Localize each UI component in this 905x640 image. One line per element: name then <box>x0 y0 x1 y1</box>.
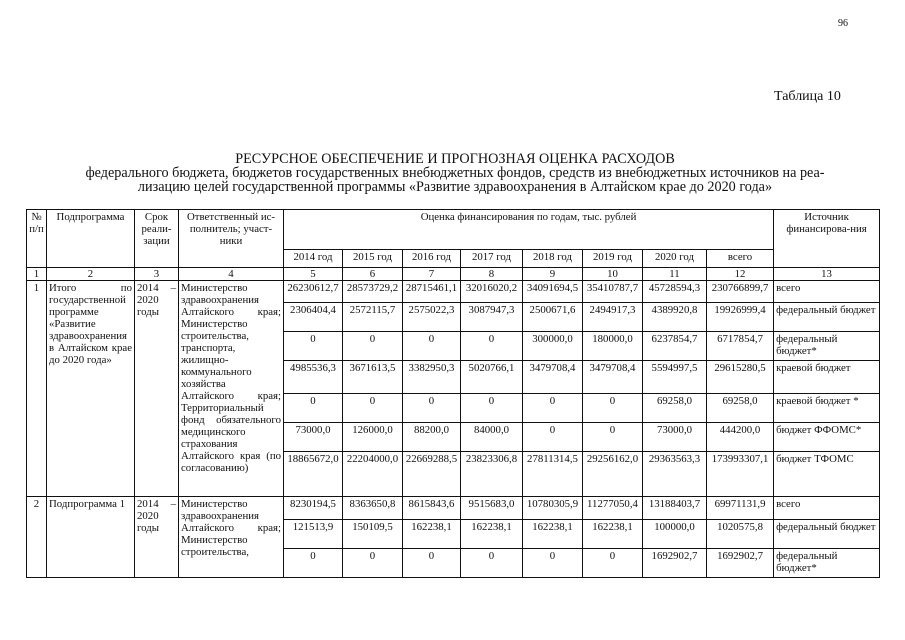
year-value: 10780305,9 <box>523 497 583 520</box>
year-value: 0 <box>461 332 523 361</box>
total-value: 1692902,7 <box>707 549 774 578</box>
table-label: Таблица 10 <box>774 89 841 104</box>
header-year-4: 2017 год <box>461 250 523 268</box>
row-subprogram: Итого по государственной программе «Развитие здравоохранения в Алтайском крае до 2020 года» <box>47 281 135 497</box>
year-value: 34091694,5 <box>523 281 583 303</box>
total-value: 69258,0 <box>707 394 774 423</box>
year-value: 3087947,3 <box>461 303 523 332</box>
table-row <box>27 497 880 520</box>
funding-source: всего <box>774 281 880 303</box>
header-year-7: 2020 год <box>643 250 707 268</box>
year-value: 28573729,2 <box>343 281 403 303</box>
page-number: 96 <box>838 18 848 29</box>
header-year-8: всего <box>707 250 774 268</box>
year-value: 4389920,8 <box>643 303 707 332</box>
title-line-1: РЕСУРСНОЕ ОБЕСПЕЧЕНИЕ И ПРОГНОЗНАЯ ОЦЕНКА РАСХОДОВ <box>235 151 675 167</box>
year-value: 0 <box>343 332 403 361</box>
funding-table <box>26 209 880 578</box>
column-number: 10 <box>583 268 643 281</box>
funding-source: всего <box>774 497 880 520</box>
row-subprogram: Подпрограмма 1 <box>47 497 135 578</box>
row-term: 2014 – 2020 годы <box>135 281 179 497</box>
title-line-3: лизацию целей государственной программы «Развитие здравоохранения в Алтайском крае до 2020 года» <box>137 179 773 195</box>
header-subprogram: Подпрограмма <box>47 210 135 268</box>
year-value: 73000,0 <box>643 423 707 452</box>
year-value: 0 <box>403 394 461 423</box>
year-value: 150109,5 <box>343 520 403 549</box>
year-value: 0 <box>523 394 583 423</box>
header-year-5: 2018 год <box>523 250 583 268</box>
year-value: 0 <box>523 549 583 578</box>
year-value: 28715461,1 <box>403 281 461 303</box>
year-value: 0 <box>403 332 461 361</box>
year-value: 300000,0 <box>523 332 583 361</box>
year-value: 9515683,0 <box>461 497 523 520</box>
year-value: 2572115,7 <box>343 303 403 332</box>
column-number: 5 <box>284 268 343 281</box>
year-value: 8363650,8 <box>343 497 403 520</box>
funding-source: краевой бюджет * <box>774 394 880 423</box>
column-number: 1 <box>27 268 47 281</box>
funding-source: федеральный бюджет <box>774 303 880 332</box>
header-source: Источник финансирова-ния <box>774 210 880 268</box>
year-value: 2500671,6 <box>523 303 583 332</box>
total-value: 173993307,1 <box>707 452 774 497</box>
total-value: 444200,0 <box>707 423 774 452</box>
column-number: 13 <box>774 268 880 281</box>
row-number: 1 <box>27 281 47 497</box>
year-value: 11277050,4 <box>583 497 643 520</box>
total-value: 230766899,7 <box>707 281 774 303</box>
total-value: 29615280,5 <box>707 361 774 394</box>
year-value: 0 <box>583 394 643 423</box>
header-term: Срок реали-зации <box>135 210 179 268</box>
column-number: 2 <box>47 268 135 281</box>
year-value: 13188403,7 <box>643 497 707 520</box>
header-year-3: 2016 год <box>403 250 461 268</box>
year-value: 4985536,3 <box>284 361 343 394</box>
column-number: 8 <box>461 268 523 281</box>
year-value: 6237854,7 <box>643 332 707 361</box>
column-number-row <box>27 268 880 281</box>
year-value: 29363563,3 <box>643 452 707 497</box>
year-value: 8230194,5 <box>284 497 343 520</box>
year-value: 3479708,4 <box>583 361 643 394</box>
year-value: 5594997,5 <box>643 361 707 394</box>
year-value: 0 <box>403 549 461 578</box>
year-value: 3382950,3 <box>403 361 461 394</box>
year-value: 0 <box>461 394 523 423</box>
header-row <box>27 210 880 250</box>
total-value: 1020575,8 <box>707 520 774 549</box>
year-value: 23823306,8 <box>461 452 523 497</box>
year-value: 180000,0 <box>583 332 643 361</box>
header-num: № п/п <box>27 210 47 268</box>
row-number: 2 <box>27 497 47 578</box>
year-value: 162238,1 <box>403 520 461 549</box>
year-value: 22204000,0 <box>343 452 403 497</box>
year-value: 22669288,5 <box>403 452 461 497</box>
year-value: 29256162,0 <box>583 452 643 497</box>
year-value: 0 <box>343 394 403 423</box>
year-value: 121513,9 <box>284 520 343 549</box>
title-line-2: федерального бюджета, бюджетов государственных внебюджетных фондов, средств из внебюджетных источников на реа- <box>85 165 825 181</box>
year-value: 2494917,3 <box>583 303 643 332</box>
header-year-6: 2019 год <box>583 250 643 268</box>
year-value: 45728594,3 <box>643 281 707 303</box>
total-value: 69971131,9 <box>707 497 774 520</box>
year-value: 0 <box>284 332 343 361</box>
year-value: 0 <box>461 549 523 578</box>
header-year-1: 2014 год <box>284 250 343 268</box>
year-value: 1692902,7 <box>643 549 707 578</box>
year-value: 3671613,5 <box>343 361 403 394</box>
column-number: 11 <box>643 268 707 281</box>
year-value: 0 <box>523 423 583 452</box>
year-value: 0 <box>583 423 643 452</box>
year-value: 126000,0 <box>343 423 403 452</box>
table-title <box>20 152 890 194</box>
funding-source: бюджет ФФОМС* <box>774 423 880 452</box>
year-value: 0 <box>284 394 343 423</box>
year-value: 5020766,1 <box>461 361 523 394</box>
year-value: 3479708,4 <box>523 361 583 394</box>
year-value: 100000,0 <box>643 520 707 549</box>
year-value: 162238,1 <box>523 520 583 549</box>
column-number: 9 <box>523 268 583 281</box>
year-value: 8615843,6 <box>403 497 461 520</box>
funding-source: краевой бюджет <box>774 361 880 394</box>
header-financing: Оценка финансирования по годам, тыс. рублей <box>284 210 774 250</box>
year-value: 2575022,3 <box>403 303 461 332</box>
row-term: 2014 – 2020 годы <box>135 497 179 578</box>
header-executor: Ответственный ис-полнитель; участ-ники <box>179 210 284 268</box>
column-number: 4 <box>179 268 284 281</box>
year-value: 18865672,0 <box>284 452 343 497</box>
funding-source: федеральный бюджет* <box>774 332 880 361</box>
year-value: 27811314,5 <box>523 452 583 497</box>
year-value: 162238,1 <box>461 520 523 549</box>
year-value: 162238,1 <box>583 520 643 549</box>
year-value: 0 <box>284 549 343 578</box>
year-value: 26230612,7 <box>284 281 343 303</box>
column-number: 3 <box>135 268 179 281</box>
year-value: 0 <box>343 549 403 578</box>
total-value: 19926999,4 <box>707 303 774 332</box>
table-row <box>27 281 880 303</box>
year-value: 84000,0 <box>461 423 523 452</box>
year-value: 35410787,7 <box>583 281 643 303</box>
year-value: 2306404,4 <box>284 303 343 332</box>
column-number: 12 <box>707 268 774 281</box>
header-year-2: 2015 год <box>343 250 403 268</box>
year-value: 73000,0 <box>284 423 343 452</box>
column-number: 6 <box>343 268 403 281</box>
column-number: 7 <box>403 268 461 281</box>
year-value: 0 <box>583 549 643 578</box>
funding-source: федеральный бюджет <box>774 520 880 549</box>
year-value: 88200,0 <box>403 423 461 452</box>
funding-source: бюджет ТФОМС <box>774 452 880 497</box>
total-value: 6717854,7 <box>707 332 774 361</box>
year-value: 69258,0 <box>643 394 707 423</box>
row-executor: Министерство здравоохранения Алтайского края; Министерство строительства, <box>179 497 284 578</box>
row-executor: Министерство здравоохранения Алтайского края; Министерство строительства, транспорта, жилищно-коммунального хозяйства Алтайского края; Территориальный фонд обязательного медицинского страхования Алтайского края (по согласованию) <box>179 281 284 497</box>
year-value: 32016020,2 <box>461 281 523 303</box>
funding-source: федеральный бюджет* <box>774 549 880 578</box>
